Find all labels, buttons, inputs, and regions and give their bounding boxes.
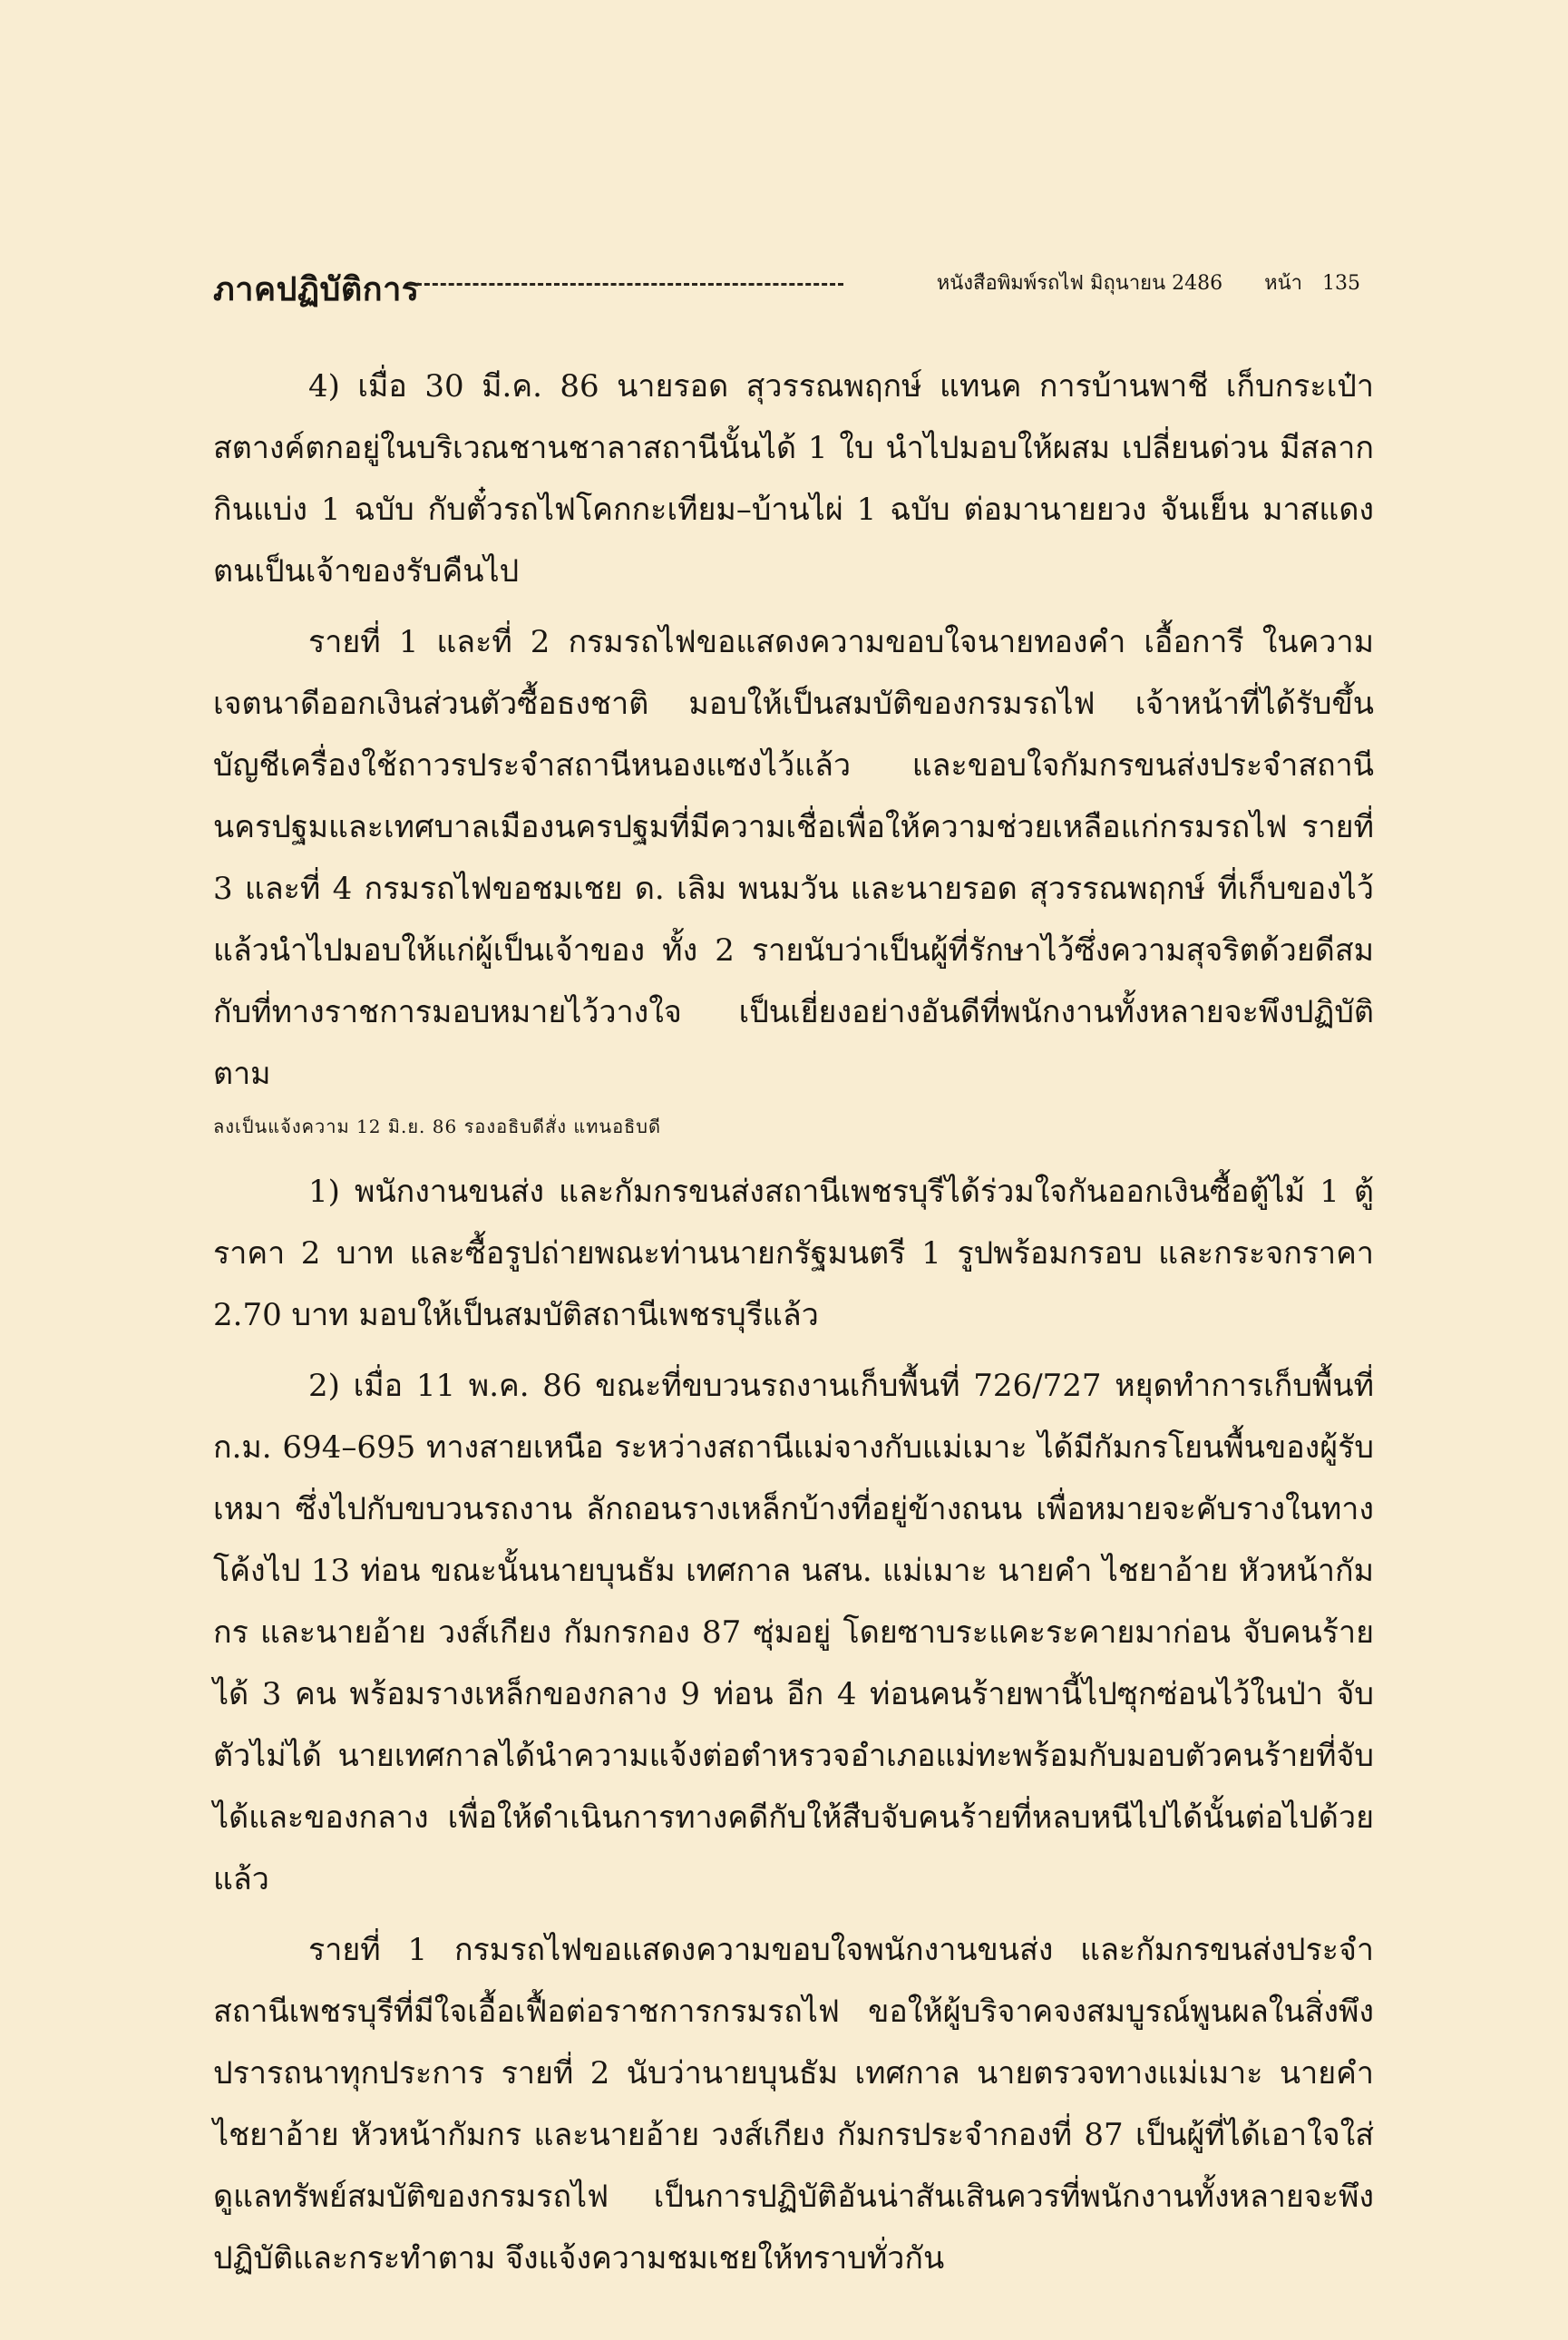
section-title: ภาคปฏิบัติการ	[213, 270, 420, 308]
paragraph-item-4: 4) เมื่อ 30 มี.ค. 86 นายรอด สุวรรณพฤกษ์ แทนค การบ้านพาชี เก็บกระเป๋าสตางค์ตกอยู่ในบริเวณชานชาลาสถานีนั้นได้ 1 ใบ นำไปมอบให้ผสม เปลี่ยนด่วน มีสลากกินแบ่ง 1 ฉบับ กับตั๋วรถไฟโคกกะเทียม–บ้านไผ่ 1 ฉบับ ต่อมานายยวง จันเย็น มาสแดงตนเป็นเจ้าของรับคืนไป	[213, 368, 1374, 590]
paragraph-item-1: 1) พนักงานขนส่ง และกัมกรขนส่งสถานีเพชรบุรีได้ร่วมใจกันออกเงินซื้อตู้ไม้ 1 ตู้ ราคา 2 บาท และซื้อรูปถ่ายพณะท่านนายกรัฐมนตรี 1 รูปพร้อมกรอบ และกระจกราคา 2.70 บาท มอบให้เป็นสมบัติสถานีเพชรบุรีแล้ว	[213, 1174, 1374, 1333]
header-divider	[408, 283, 843, 286]
paragraph-item-2: 2) เมื่อ 11 พ.ค. 86 ขณะที่ขบวนรถงานเก็บพื้นที่ 726/727 หยุดทำการเก็บพื้นที่ ก.ม. 694–695 ทางสายเหนือ ระหว่างสถานีแม่จางกับแม่เมาะ ได้มีกัมกรโยนพื้นของผู้รับเหมา ซึ่งไปกับขบวนรถงาน ลักถอนรางเหล็กบ้างที่อยู่ข้างถนน เพื่อหมายจะคับรางในทางโค้งไป 13 ท่อน ขณะนั้นนายบุนธัม เทศกาล นสน. แม่เมาะ นายคำ ไชยาอ้าย หัวหน้ากัมกร และนายอ้าย วงส์เกียง กัมกรกอง 87 ซุ่มอยู่ โดยซาบระแคะระคายมาก่อน จับคนร้ายได้ 3 คน พร้อมรางเหล็กของกลาง 9 ท่อน อีก 4 ท่อนคนร้ายพานี้ไปซุกซ่อนไว้ในป่า จับตัวไม่ได้ นายเทศกาลได้นำความแจ้งต่อตำหรวจอำเภอแม่ทะพร้อมกับมอบตัวคนร้ายที่จับได้และของกลาง เพื่อให้ดำเนินการทางคดีกับให้สืบจับคนร้ายที่หลบหนีไปได้นั้นต่อไปด้วยแล้ว	[213, 1368, 1374, 1897]
publication-name: หนังสือพิมพ์รถไฟ มิถุนายน 2486	[936, 272, 1223, 295]
paragraph-resolution-2: รายที่ 1 กรมรถไฟขอแสดงความขอบใจพนักงานขนส่ง และกัมกรขนส่งประจำสถานีเพชรบุรีที่มีใจเอื้อเฟื้อต่อราชการกรมรถไฟ ขอให้ผู้บริจาคจงสมบูรณ์พูนผลในสิ่งพึงปรารถนาทุกประการ รายที่ 2 นับว่านายบุนธัม เทศกาล นายตรวจทางแม่เมาะ นายคำ ไชยาอ้าย หัวหน้ากัมกร และนายอ้าย วงส์เกียง กัมกรประจำกองที่ 87 เป็นผู้ที่ได้เอาใจใส่ดูแลทรัพย์สมบัติของกรมรถไฟ เป็นการปฏิบัติอันน่าสันเสินควรที่พนักงานทั้งหลายจะพึงปฏิบัติและกระทำตาม จึงแจ้งความชมเชยให้ทราบทั่วกัน	[213, 1932, 1374, 2277]
running-head	[937, 267, 1360, 298]
announcement-note: ลงเป็นแจ้งความ 12 มิ.ย. 86 รองอธิบดีสั่ง แทนอธิบดี	[213, 1116, 661, 1137]
page-header	[213, 256, 1360, 310]
page-number: 135	[1322, 272, 1360, 295]
page-label: หน้า	[1264, 272, 1302, 295]
paragraph-resolution-1: รายที่ 1 และที่ 2 กรมรถไฟขอแสดงความขอบใจนายทองคำ เอื้อการี ในความเจตนาดีออกเงินส่วนตัวซื้อธงชาติ มอบให้เป็นสมบัติของกรมรถไฟ เจ้าหน้าที่ได้รับขึ้นบัญชีเครื่องใช้ถาวรประจำสถานีหนองแซงไว้แล้ว และขอบใจกัมกรขนส่งประจำสถานีนครปฐมและเทศบาลเมืองนครปฐมที่มีความเชื่อเพื่อให้ความช่วยเหลือแก่กรมรถไฟ รายที่ 3 และที่ 4 กรมรถไฟขอชมเชย ด. เลิม พนมวัน และนายรอด สุวรรณพฤกษ์ ที่เก็บของไว้แล้วนำไปมอบให้แก่ผู้เป็นเจ้าของ ทั้ง 2 รายนับว่าเป็นผู้ที่รักษาไว้ซึ่งความสุจริตด้วยดีสมกับที่ทางราชการมอบหมายไว้วางใจ เป็นเยี่ยงอย่างอันดีที่พนักงานทั้งหลายจะพึงปฏิบัติตาม	[213, 624, 1374, 1092]
document-body	[213, 356, 1374, 2298]
